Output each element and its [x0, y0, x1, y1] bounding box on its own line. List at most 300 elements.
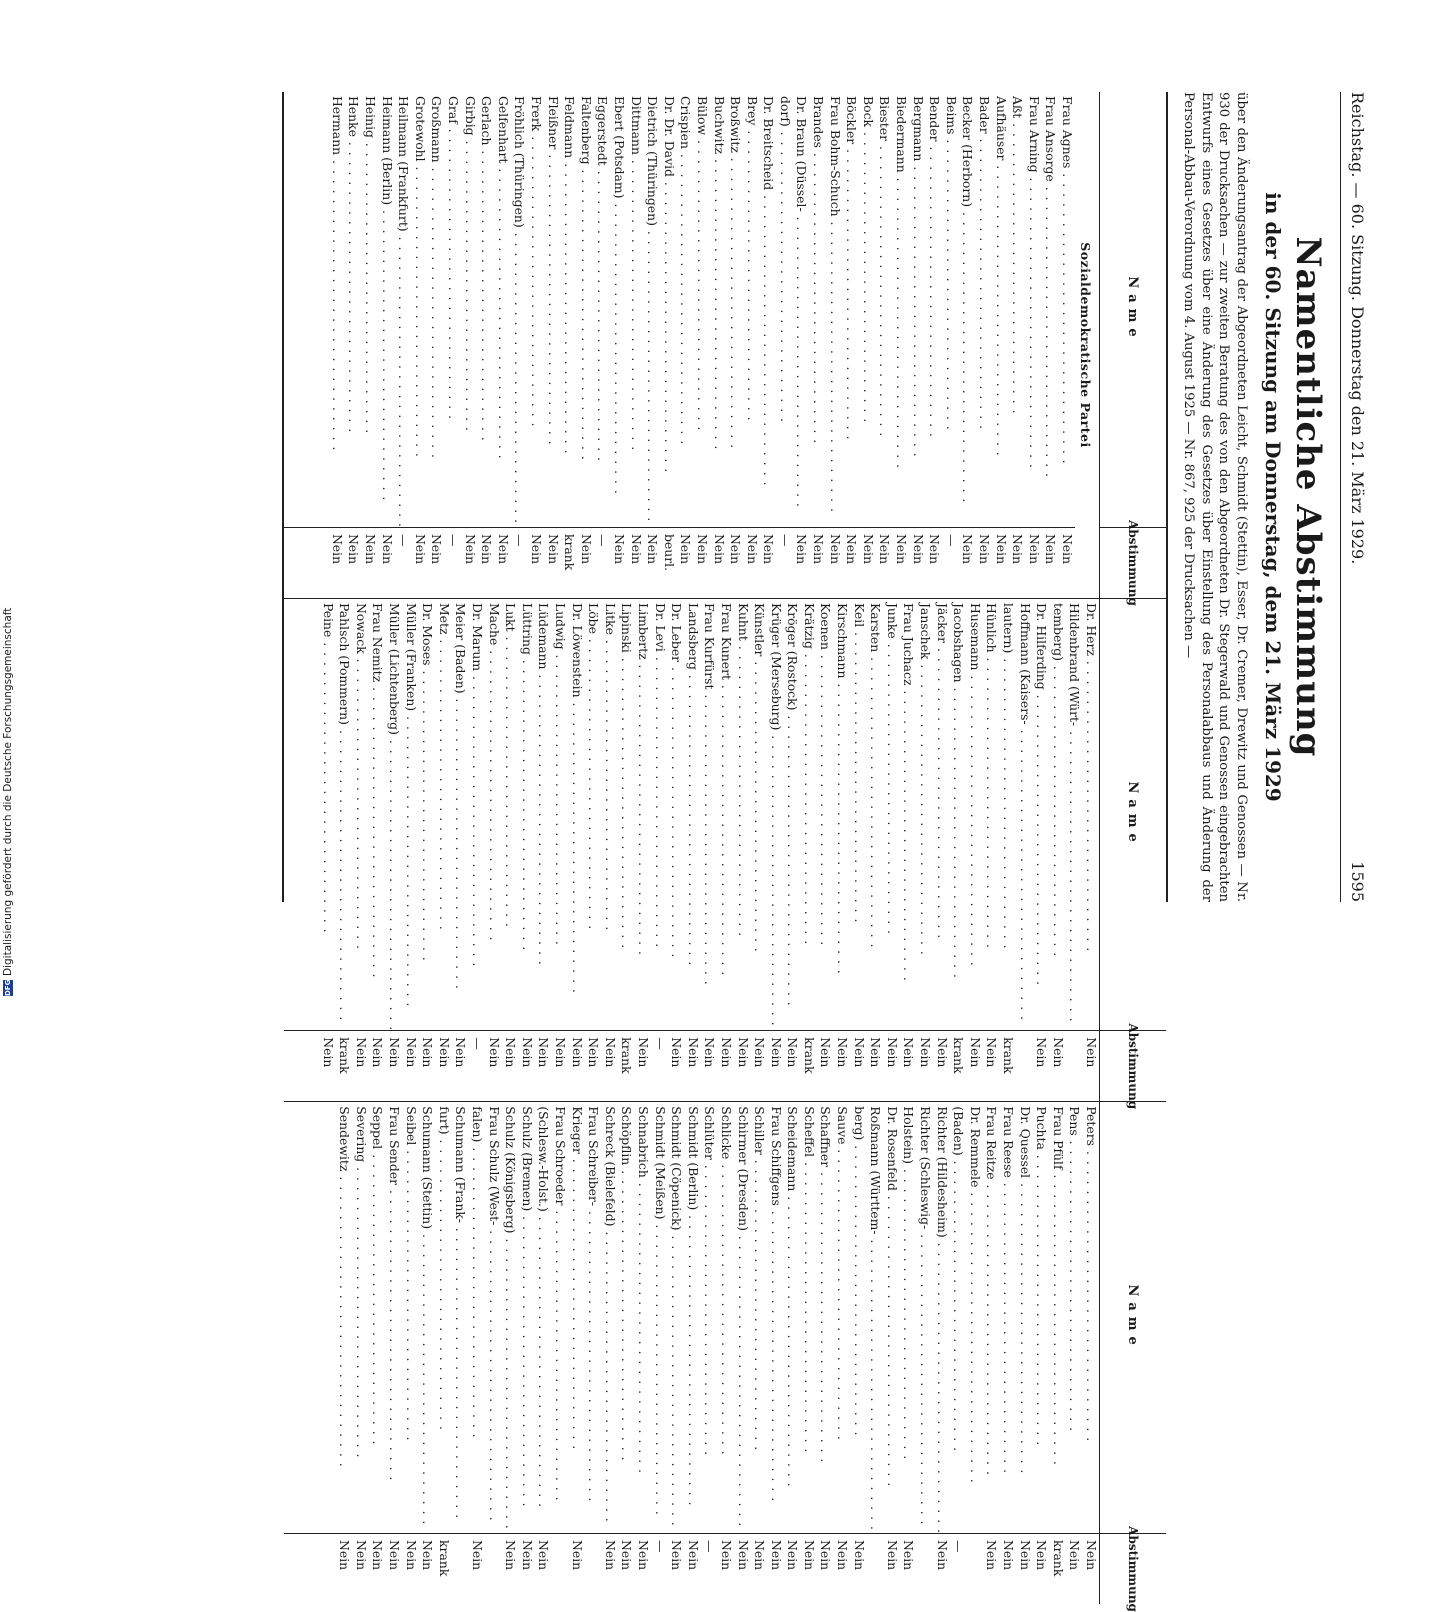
table-row	[900, 1102, 917, 1604]
column-header	[1099, 92, 1166, 606]
member-name: Ebert (Potsdam) . . .	[610, 92, 627, 528]
table-row	[784, 1102, 801, 1604]
table-row	[1082, 1102, 1099, 1604]
table-row	[618, 599, 635, 1101]
vote-value: Nein	[1010, 533, 1026, 565]
member-name: Nowack . . .	[352, 599, 369, 1031]
member-name: Metz . . .	[435, 599, 452, 1031]
vote-value: Nein	[1084, 1037, 1099, 1068]
vote-value: Nein	[635, 1540, 651, 1571]
vote-value: Nein	[752, 1037, 768, 1068]
vote-value: Nein	[868, 1037, 884, 1068]
vote-value: Nein	[1060, 533, 1075, 565]
table-row	[634, 599, 651, 1101]
table-row	[568, 1102, 585, 1604]
header-vote: Abstimmung	[1126, 520, 1140, 606]
vote-value: Nein	[387, 1037, 403, 1068]
vote-value: Nein	[453, 1037, 469, 1068]
member-name: Frau Schroeder . . .	[551, 1102, 568, 1534]
vote-value: Nein	[569, 1037, 585, 1068]
table-row	[452, 1102, 469, 1604]
vote-value: Nein	[794, 533, 810, 565]
table-row	[1066, 599, 1083, 1101]
vote-value: Nein	[685, 1540, 701, 1571]
member-name: Frau Reitze . . .	[983, 1102, 1000, 1534]
member-name: Jacobshagen . . .	[950, 599, 967, 1031]
table-row	[461, 92, 478, 598]
table-row	[1016, 1102, 1033, 1604]
member-name: Dr. Marum . . .	[468, 599, 485, 1031]
table-row	[933, 1102, 950, 1604]
vote-value: Nein	[1034, 1037, 1050, 1068]
member-name: (Schlesw.-Holst.) . . .	[535, 1102, 552, 1534]
footer-text: Digitalisierung gefördert durch die Deutsche Forschungsgemeinschaft	[2, 607, 14, 976]
member-name: Brey . . .	[743, 92, 760, 528]
vote-value: Nein	[993, 533, 1009, 565]
vote-value: Nein	[785, 1540, 801, 1571]
vote-value: Nein	[818, 1037, 834, 1068]
table-row	[336, 599, 353, 1101]
vote-value: Nein	[818, 1540, 834, 1571]
table-row	[585, 599, 602, 1101]
vote-value: —	[702, 1540, 718, 1553]
vote-value: —	[652, 1037, 668, 1050]
member-name: Junke . . .	[883, 599, 900, 1031]
table-row	[369, 599, 386, 1101]
vote-value: Nein	[1017, 1540, 1033, 1571]
table-row	[776, 92, 793, 598]
member-name: Lukt . . .	[502, 599, 519, 1031]
table-row	[518, 599, 535, 1101]
table-row	[983, 599, 1000, 1101]
vote-value: Nein	[960, 533, 976, 565]
vote-value: Nein	[611, 533, 627, 565]
member-name: Janschek . . .	[916, 599, 933, 1031]
member-name: Heinig . . .	[361, 92, 378, 528]
table-row	[402, 599, 419, 1101]
table-row	[668, 599, 685, 1101]
member-name: Kuhnt . . .	[734, 599, 751, 1031]
member-name: Frau Kunert . . .	[717, 599, 734, 1031]
vote-value: Nein	[403, 1540, 419, 1571]
member-name: Großmann . . .	[428, 92, 445, 528]
table-row	[1049, 1102, 1066, 1604]
table-row	[751, 1102, 768, 1604]
table-row	[710, 92, 727, 598]
member-name: Dr. Rosenfeld . . .	[883, 1102, 900, 1534]
member-name: Dr. Dr. David . . .	[660, 92, 677, 528]
table-row	[677, 92, 694, 598]
vote-value: Nein	[934, 1540, 950, 1571]
vote-column-3	[284, 1102, 1166, 1612]
member-name: Dr. Quessel . . .	[1016, 1102, 1033, 1534]
vote-value: Nein	[1001, 1540, 1017, 1571]
member-name: Lipinski . . .	[618, 599, 635, 1031]
member-name: Schaffner . . .	[817, 1102, 834, 1534]
table-row	[850, 1102, 867, 1604]
vote-value: Nein	[1067, 1540, 1083, 1571]
table-row	[734, 1102, 751, 1604]
table-row	[834, 1102, 851, 1604]
table-row	[760, 92, 777, 598]
member-name: Crispien . . .	[677, 92, 694, 528]
vote-value: Nein	[545, 533, 561, 565]
table-row	[444, 92, 461, 598]
member-name: Frau Pfülf . . .	[1049, 1102, 1066, 1534]
member-name: berg) . . .	[850, 1102, 867, 1534]
table-row	[502, 599, 519, 1101]
member-name: Bock . . .	[859, 92, 876, 528]
member-name: Litke . . .	[601, 599, 618, 1031]
table-row	[751, 599, 768, 1101]
header-vote: Abstimmung	[1126, 1023, 1140, 1110]
vote-value: Nein	[984, 1037, 1000, 1068]
member-name: Puchta . . .	[1033, 1102, 1050, 1534]
vote-value	[1016, 1031, 1033, 1101]
vote-value: Nein	[519, 1037, 535, 1068]
member-name: Krüger (Merseburg) . . .	[767, 599, 784, 1031]
vote-value: Nein	[918, 1037, 934, 1068]
vote-value: Nein	[602, 1037, 618, 1068]
table-row	[1009, 92, 1026, 598]
table-row	[793, 92, 810, 598]
vote-value: Nein	[628, 533, 644, 565]
table-row	[660, 92, 677, 598]
member-name: Peters . . .	[1082, 1102, 1099, 1534]
member-name: Schmidt (Meißen) . . .	[651, 1102, 668, 1534]
table-row	[668, 1102, 685, 1604]
digitization-footer	[2, 604, 14, 996]
table-row	[452, 599, 469, 1101]
table-row	[1066, 1102, 1083, 1604]
member-name: Biedermann . . .	[892, 92, 909, 528]
vote-value: Nein	[884, 1540, 900, 1571]
vote-value: krank	[436, 1540, 452, 1577]
vote-value: —	[595, 533, 611, 547]
member-name: Limbertz . . .	[634, 599, 651, 1031]
vote-value: Nein	[363, 533, 379, 565]
table-row	[734, 599, 751, 1101]
member-name: Meier (Baden) . . .	[452, 599, 469, 1031]
table-row	[684, 599, 701, 1101]
member-name: Scheffel . . .	[800, 1102, 817, 1534]
member-name: Frau Ansorge . . .	[1042, 92, 1059, 528]
vote-value: Nein	[353, 1540, 369, 1571]
member-name: Kirschmann . . .	[834, 599, 851, 1031]
table-row	[468, 599, 485, 1101]
table-row	[1058, 92, 1075, 598]
vote-value: krank	[337, 1037, 353, 1074]
table-row	[966, 1102, 983, 1604]
header-vote: Abstimmung	[1126, 1526, 1140, 1612]
member-name: Hoffmann (Kaisers- . . .	[1016, 599, 1033, 1031]
vote-value: Nein	[536, 1540, 552, 1571]
table-row	[916, 1102, 933, 1604]
vote-value: Nein	[578, 533, 594, 565]
vote-value: Nein	[436, 1037, 452, 1068]
vote-value: Nein	[785, 1037, 801, 1068]
vote-value: Nein	[403, 1037, 419, 1068]
vote-value: Nein	[835, 1540, 851, 1571]
member-name: Dietrich (Thüringen) . . .	[644, 92, 661, 528]
vote-column-1	[284, 92, 1166, 606]
member-name: Henke . . .	[345, 92, 362, 528]
member-name: Frau Arning . . .	[1025, 92, 1042, 528]
table-row	[478, 92, 495, 598]
member-name: Frau Sender . . .	[385, 1102, 402, 1534]
table-row	[419, 599, 436, 1101]
table-row	[594, 92, 611, 598]
table-row	[577, 92, 594, 598]
vote-value: Nein	[1084, 1540, 1099, 1571]
table-row	[701, 1102, 718, 1604]
member-name: Landsberg . . .	[684, 599, 701, 1031]
table-row	[627, 92, 644, 598]
table-row	[468, 1102, 485, 1604]
vote-value: —	[951, 1540, 967, 1553]
table-row	[435, 1102, 452, 1604]
vote-value: Nein	[801, 1540, 817, 1571]
vote-value	[452, 1534, 469, 1604]
vote-value: Nein	[894, 533, 910, 565]
header-name: Name	[1100, 1102, 1166, 1534]
table-row	[502, 1102, 519, 1604]
vote-value: Nein	[346, 533, 362, 565]
vote-rows	[284, 1102, 1099, 1604]
vote-value: Nein	[495, 533, 511, 565]
member-name: Müller (Franken) . . .	[402, 599, 419, 1031]
column-header	[1099, 1102, 1166, 1612]
table-row	[684, 1102, 701, 1604]
table-row	[319, 599, 336, 1101]
member-name: Schulz (Königsberg) . . .	[502, 1102, 519, 1534]
table-row	[909, 92, 926, 598]
vote-value: Nein	[586, 1037, 602, 1068]
table-row	[800, 599, 817, 1101]
vote-value: Nein	[901, 1540, 917, 1571]
vote-value: Nein	[910, 533, 926, 565]
vote-value: Nein	[503, 1037, 519, 1068]
table-row	[535, 1102, 552, 1604]
vote-value: Nein	[1026, 533, 1042, 565]
member-name: Mache . . .	[485, 599, 502, 1031]
vote-value: Nein	[984, 1540, 1000, 1571]
member-name: dorf) . . .	[776, 92, 793, 528]
member-name: Müller (Lichtenberg) . . .	[385, 599, 402, 1031]
table-row	[395, 92, 412, 598]
table-row	[527, 92, 544, 598]
vote-value: Nein	[761, 533, 777, 565]
vote-value: Nein	[851, 1540, 867, 1571]
vote-value: Nein	[702, 1037, 718, 1068]
table-row	[693, 92, 710, 598]
member-name: Jäcker . . .	[933, 599, 950, 1031]
member-name: Becker (Herborn) . . .	[959, 92, 976, 528]
table-row	[544, 92, 561, 598]
vote-value	[585, 1534, 602, 1604]
member-name: Schlicke . . .	[717, 1102, 734, 1534]
member-name: Dr. Breitscheid . . .	[760, 92, 777, 528]
member-name: Dittmann . . .	[627, 92, 644, 528]
table-row	[950, 599, 967, 1101]
header-name: Name	[1100, 599, 1166, 1031]
member-name: Schmidt (Berlin) . . .	[684, 1102, 701, 1534]
member-name: Frerk . . .	[527, 92, 544, 528]
vote-value: Nein	[728, 533, 744, 565]
header-name: Name	[1100, 92, 1166, 528]
table-row	[535, 599, 552, 1101]
table-row	[999, 1102, 1016, 1604]
member-name: Biester . . .	[876, 92, 893, 528]
member-name: Schreck (Bielefeld) . . .	[601, 1102, 618, 1534]
member-name: Frau Nemitz . . .	[369, 599, 386, 1031]
member-name: lautern) . . .	[999, 599, 1016, 1031]
table-row	[411, 92, 428, 598]
vote-value: —	[512, 533, 528, 547]
table-row	[651, 599, 668, 1101]
member-name: Frau Juchacz . . .	[900, 599, 917, 1031]
member-name: Scheidemann . . .	[784, 1102, 801, 1534]
table-row	[883, 599, 900, 1101]
table-row	[1033, 599, 1050, 1101]
table-row	[402, 1102, 419, 1604]
table-row	[435, 599, 452, 1101]
table-row	[601, 1102, 618, 1604]
vote-value: Nein	[353, 1037, 369, 1068]
member-name: Frau Schulz (West- . . .	[485, 1102, 502, 1534]
table-row	[767, 599, 784, 1101]
table-row	[345, 92, 362, 598]
member-name: Beims . . .	[942, 92, 959, 528]
member-name: Karsten . . .	[867, 599, 884, 1031]
member-name: furt) . . .	[435, 1102, 452, 1534]
vote-value: krank	[1050, 1540, 1066, 1577]
table-row	[992, 92, 1009, 598]
vote-value: Nein	[420, 1037, 436, 1068]
member-name: Löbe . . .	[585, 599, 602, 1031]
vote-value: krank	[619, 1037, 635, 1074]
table-row	[651, 1102, 668, 1604]
member-name: Dr. Levi . . .	[651, 599, 668, 1031]
member-name: Aßt . . .	[1009, 92, 1026, 528]
vote-value: Nein	[429, 533, 445, 565]
member-name: Frau Reese . . .	[999, 1102, 1016, 1534]
table-row	[826, 92, 843, 598]
member-name: Heilmann (Frankfurt) . . .	[395, 92, 412, 528]
vote-value: Nein	[711, 533, 727, 565]
member-name: Hildenbrand (Würt- . . .	[1066, 599, 1083, 1031]
vote-value: Nein	[479, 533, 495, 565]
table-row	[551, 1102, 568, 1604]
vote-rows	[284, 92, 1075, 598]
vote-value: —	[470, 1037, 486, 1050]
vote-value: Nein	[768, 1037, 784, 1068]
table-row	[717, 1102, 734, 1604]
member-name: Feldmann . . .	[561, 92, 578, 528]
table-row	[1016, 599, 1033, 1101]
member-name: Künstler . . .	[751, 599, 768, 1031]
member-name: Brandes . . .	[810, 92, 827, 528]
table-row	[385, 599, 402, 1101]
table-row	[1033, 1102, 1050, 1604]
table-row	[800, 1102, 817, 1604]
running-head	[1340, 92, 1367, 902]
member-name: Grotewohl . . .	[411, 92, 428, 528]
table-row	[817, 1102, 834, 1604]
member-name: Graf . . .	[444, 92, 461, 528]
vote-value: Nein	[967, 1037, 983, 1068]
table-row	[361, 92, 378, 598]
member-name: Schulz (Bremen) . . .	[518, 1102, 535, 1534]
table-row	[1042, 92, 1059, 598]
member-name: Pahlsch (Pommern) . . .	[336, 599, 353, 1031]
vote-value: Nein	[470, 1540, 486, 1571]
member-name: Gerlach . . .	[478, 92, 495, 528]
member-name: Fleißner . . .	[544, 92, 561, 528]
member-name: Sendewitz . . .	[336, 1102, 353, 1534]
vote-value: Nein	[370, 1037, 386, 1068]
member-name: Frau Agnes . . .	[1058, 92, 1075, 528]
member-name: Frau Kurfürst . . .	[701, 599, 718, 1031]
table-row	[810, 92, 827, 598]
vote-value: —	[652, 1540, 668, 1553]
table-row	[843, 92, 860, 598]
member-name: Schumann (Frank- . . .	[452, 1102, 469, 1534]
table-row	[743, 92, 760, 598]
table-row	[817, 599, 834, 1101]
member-name: Frau Schiffgens . . .	[767, 1102, 784, 1534]
member-name: Dr. Hilferding . . .	[1033, 599, 1050, 1031]
table-row	[717, 599, 734, 1101]
vote-value: Nein	[1034, 1540, 1050, 1571]
vote-value: Nein	[503, 1540, 519, 1571]
vote-value: Nein	[387, 1540, 403, 1571]
document-subtitle: in der 60. Sitzung am Donnerstag, dem 21. März 1929	[1261, 192, 1285, 802]
vote-value: Nein	[927, 533, 943, 565]
vote-value: Nein	[379, 533, 395, 565]
table-row	[999, 599, 1016, 1101]
table-row	[834, 599, 851, 1101]
member-name: Keil . . .	[850, 599, 867, 1031]
member-name: Hermann . . .	[328, 92, 345, 528]
vote-table	[282, 92, 1168, 1612]
vote-value: Nein	[412, 533, 428, 565]
vote-value: Nein	[553, 1037, 568, 1068]
document-title: Namentliche Abstimmung	[1288, 236, 1328, 758]
member-name: Roßmann (Württem- . . .	[867, 1102, 884, 1534]
vote-value: Nein	[462, 533, 478, 565]
member-name: Sauve . . .	[834, 1102, 851, 1534]
vote-value: krank	[951, 1037, 967, 1074]
member-name: falen) . . .	[468, 1102, 485, 1534]
table-row	[850, 599, 867, 1101]
vote-value: Nein	[337, 1540, 353, 1571]
vote-value	[485, 1534, 502, 1604]
vote-value: Nein	[718, 1037, 734, 1068]
vote-value: Nein	[844, 533, 860, 565]
vote-value: Nein	[569, 1540, 585, 1571]
vote-value: Nein	[1050, 1037, 1066, 1068]
vote-value: Nein	[901, 1037, 917, 1068]
table-row	[644, 92, 661, 598]
vote-value	[867, 1534, 884, 1604]
member-name: Bülow . . .	[693, 92, 710, 528]
vote-value: Nein	[420, 1540, 436, 1571]
vote-value: beurl.	[661, 533, 677, 572]
table-row	[959, 92, 976, 598]
table-row	[369, 1102, 386, 1604]
intro-paragraph: über den Änderungsantrag der Abgeordneten Leicht, Schmidt (Stettin), Esser, Dr. Cremer, Drewitz und Genossen — Nr. 930 der Drucksachen — zur zweiten Beratung des von den Abgeordneten Dr. Stegerwald und Genossen eingebrachten Entwurfs eines Gesetzes über eine Änderung des Gesetzes über Einstellung des Personalabbaus und Änderung der Personal-Abbau-Verordnung vom 4. August 1925 — Nr. 867, 925 der Drucksachen —	[1181, 92, 1249, 902]
